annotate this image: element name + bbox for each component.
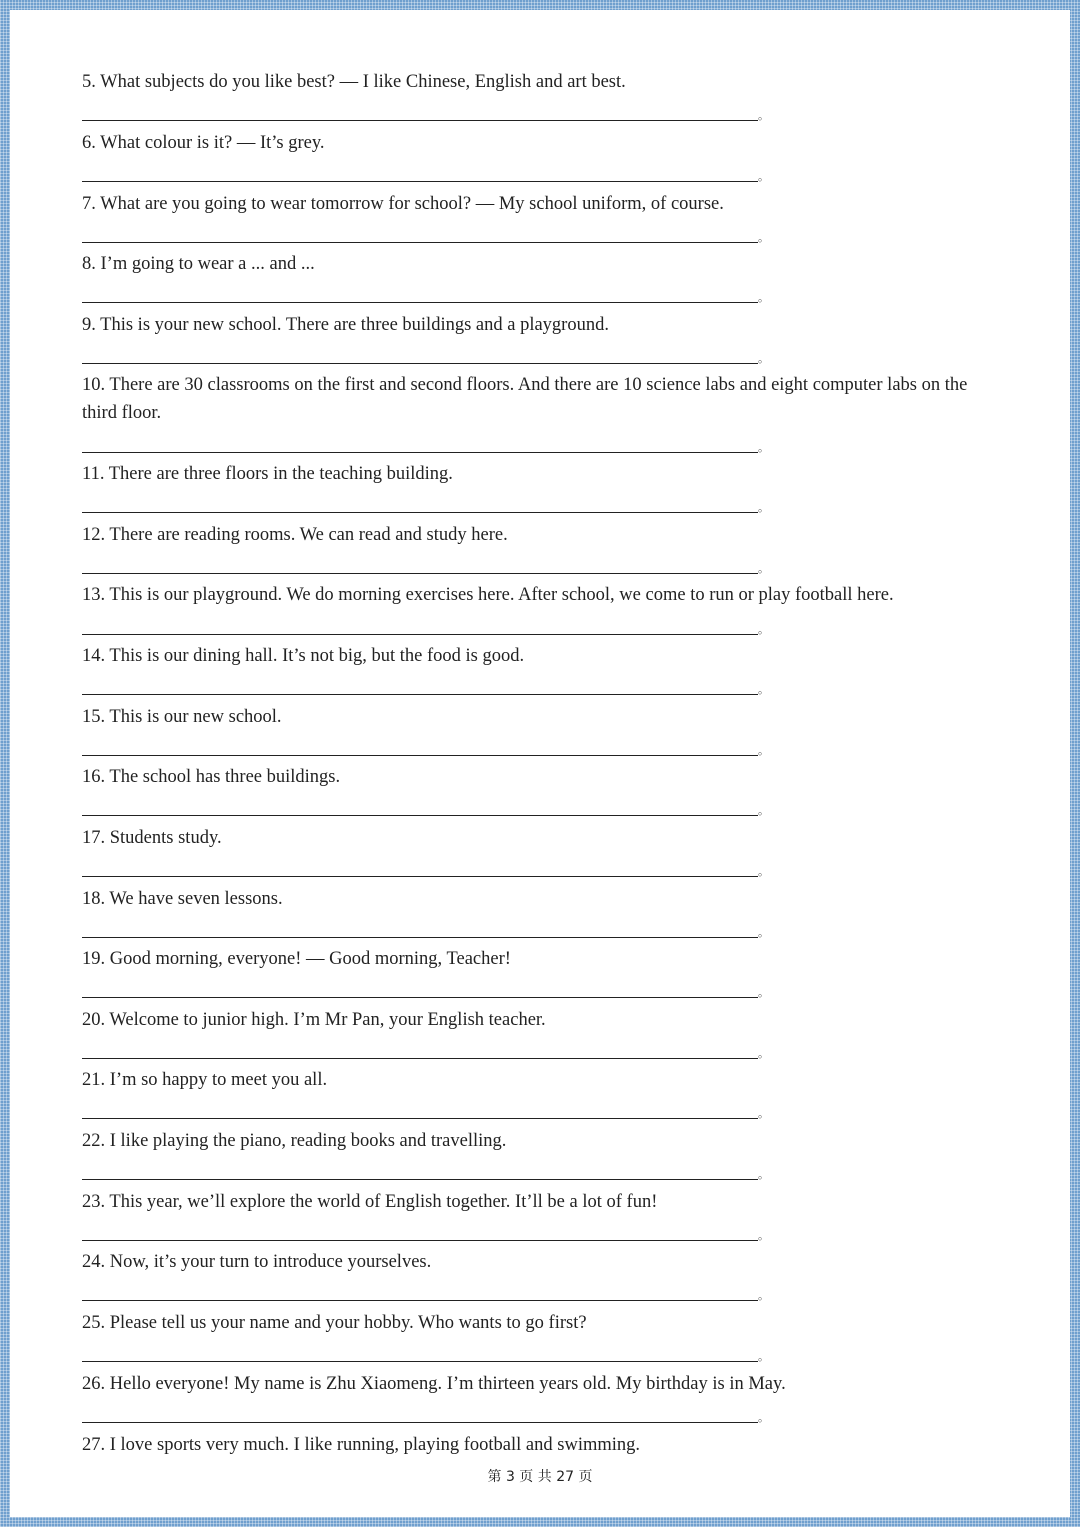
question-14: 14. This is our dining hall. It’s not big, but the food is good. [82, 646, 525, 666]
question-9: 9. This is your new school. There are three buildings and a playground. [82, 315, 609, 335]
answer-line-7[interactable] [82, 242, 758, 243]
question-27: 27. I love sports very much. I like running, playing football and swimming. [82, 1435, 640, 1455]
answer-period: 。 [758, 1230, 769, 1242]
question-21: 21. I’m so happy to meet you all. [82, 1070, 328, 1090]
question-24: 24. Now, it’s your turn to introduce yourselves. [82, 1252, 432, 1272]
question-20: 20. Welcome to junior high. I’m Mr Pan, your English teacher. [82, 1010, 546, 1030]
answer-line-6[interactable] [82, 181, 758, 182]
answer-line-17[interactable] [82, 876, 758, 877]
answer-period: 。 [758, 987, 769, 999]
question-13: 13. This is our playground. We do morning exercises here. After school, we come to run or play football here. [82, 585, 894, 605]
question-11: 11. There are three floors in the teaching building. [82, 464, 453, 484]
question-25: 25. Please tell us your name and your hobby. Who wants to go first? [82, 1313, 587, 1333]
answer-period: 。 [758, 1290, 769, 1302]
answer-period: 。 [758, 1108, 769, 1120]
page-number: 第 3 页 共 27 页 [487, 1469, 593, 1485]
answer-period: 。 [758, 1412, 769, 1424]
question-16: 16. The school has three buildings. [82, 767, 341, 787]
question-8: 8. I’m going to wear a ... and ... [82, 254, 315, 274]
answer-period: 。 [758, 927, 769, 939]
question-23: 23. This year, we’ll explore the world of English together. It’ll be a lot of fun! [82, 1192, 658, 1212]
question-19: 19. Good morning, everyone! — Good morning, Teacher! [82, 949, 511, 969]
answer-period: 。 [758, 684, 769, 696]
answer-period: 。 [758, 805, 769, 817]
answer-period: 。 [758, 171, 769, 183]
question-12: 12. There are reading rooms. We can read and study here. [82, 525, 508, 545]
answer-period: 。 [758, 292, 769, 304]
question-26: 26. Hello everyone! My name is Zhu Xiaomeng. I’m thirteen years old. My birthday is in May. [82, 1374, 786, 1394]
answer-period: 。 [758, 110, 769, 122]
answer-period: 。 [758, 563, 769, 575]
question-7: 7. What are you going to wear tomorrow for school? — My school uniform, of course. [82, 194, 724, 214]
question-10: 10. There are 30 classrooms on the first and second floors. And there are 10 science labs and eight computer labs on the third floor. [82, 375, 968, 423]
answer-period: 。 [758, 624, 769, 636]
answer-line-21[interactable] [82, 1118, 758, 1119]
answer-line-20[interactable] [82, 1058, 758, 1059]
answer-period: 。 [758, 232, 769, 244]
answer-period: 。 [758, 866, 769, 878]
question-5: 5. What subjects do you like best? — I like Chinese, English and art best. [82, 72, 626, 92]
answer-period: 。 [758, 502, 769, 514]
question-17: 17. Students study. [82, 828, 222, 848]
answer-line-5[interactable] [82, 120, 758, 121]
answer-line-8[interactable] [82, 302, 758, 303]
question-22: 22. I like playing the piano, reading books and travelling. [82, 1131, 507, 1151]
answer-line-15[interactable] [82, 755, 758, 756]
answer-period: 。 [758, 1169, 769, 1181]
answer-line-18[interactable] [82, 937, 758, 938]
answer-period: 。 [758, 1048, 769, 1060]
answer-line-19[interactable] [82, 997, 758, 998]
answer-line-22[interactable] [82, 1179, 758, 1180]
question-15: 15. This is our new school. [82, 707, 282, 727]
question-6: 6. What colour is it? — It’s grey. [82, 133, 325, 153]
answer-line-23[interactable] [82, 1240, 758, 1241]
worksheet-page [10, 10, 1070, 1517]
answer-line-11[interactable] [82, 512, 758, 513]
answer-line-16[interactable] [82, 815, 758, 816]
answer-period: 。 [758, 745, 769, 757]
answer-line-12[interactable] [82, 573, 758, 574]
question-18: 18. We have seven lessons. [82, 889, 283, 909]
answer-line-24[interactable] [82, 1300, 758, 1301]
answer-line-9[interactable] [82, 363, 758, 364]
answer-line-25[interactable] [82, 1361, 758, 1362]
answer-period: 。 [758, 353, 769, 365]
answer-line-14[interactable] [82, 694, 758, 695]
answer-period: 。 [758, 442, 769, 454]
answer-period: 。 [758, 1351, 769, 1363]
answer-line-13[interactable] [82, 634, 758, 635]
answer-line-10[interactable] [82, 452, 758, 453]
answer-line-26[interactable] [82, 1422, 758, 1423]
